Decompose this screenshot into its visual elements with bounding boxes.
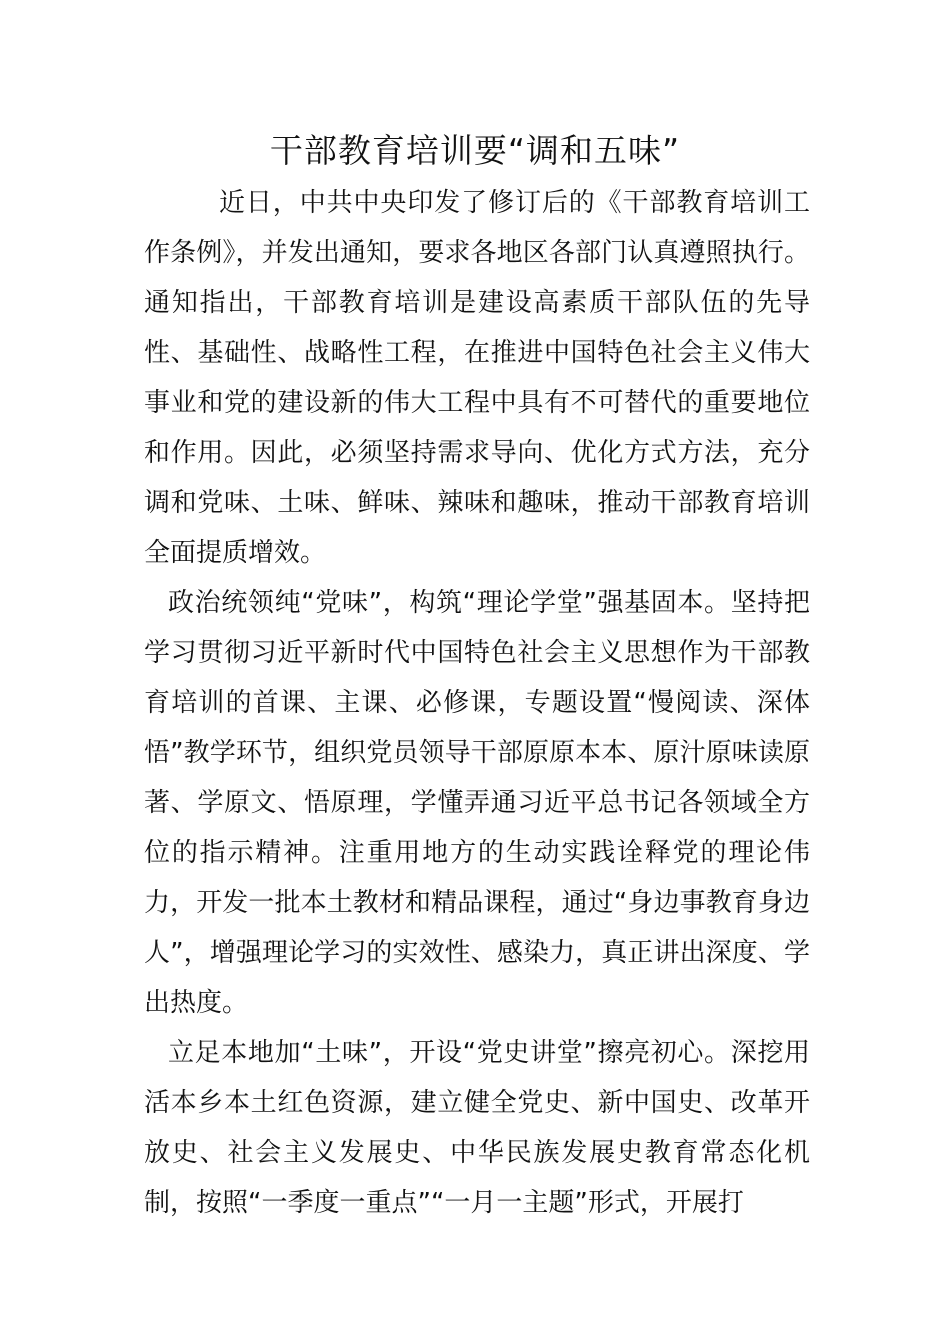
paragraph-local-flavor: 立足本地加“土味”，开设“党史讲堂”擦亮初心。深挖用活本乡本土红色资源，建立健全党史、新中国史、改革开放史、社会主义发展史、中华民族发展史教育常态化机制，按照“一季度一重点”“一月一主题”形式，开展打 <box>144 1038 810 1218</box>
document-title: 干部教育培训要“调和五味” <box>269 131 681 170</box>
paragraph-intro: 近日，中共中央印发了修订后的《干部教育培训工作条例》，并发出通知，要求各地区各部门认真遵照执行。通知指出，干部教育培训是建设高素质干部队伍的先导性、基础性、战略性工程，在推进中国特色社会主义伟大事业和党的建设新的伟大工程中具有不可替代的重要地位和作用。因此，必须坚持需求导向、优化方式方法，充分调和党味、土味、鲜味、辣味和趣味，推动干部教育培训全面提质增效。 <box>144 188 810 568</box>
paragraph-party-flavor: 政治统领纯“党味”，构筑“理论学堂”强基固本。坚持把学习贯彻习近平新时代中国特色社会主义思想作为干部教育培训的首课、主课、必修课，专题设置“慢阅读、深体悟”教学环节，组织党员领导干部原原本本、原汁原味读原著、学原文、悟原理，学懂弄通习近平总书记各领域全方位的指示精神。注重用地方的生动实践诠释党的理论伟力，开发一批本土教材和精品课程，通过“身边事教育身边人”，增强理论学习的实效性、感染力，真正讲出深度、学出热度。 <box>144 588 810 1018</box>
document-body <box>144 178 810 1228</box>
